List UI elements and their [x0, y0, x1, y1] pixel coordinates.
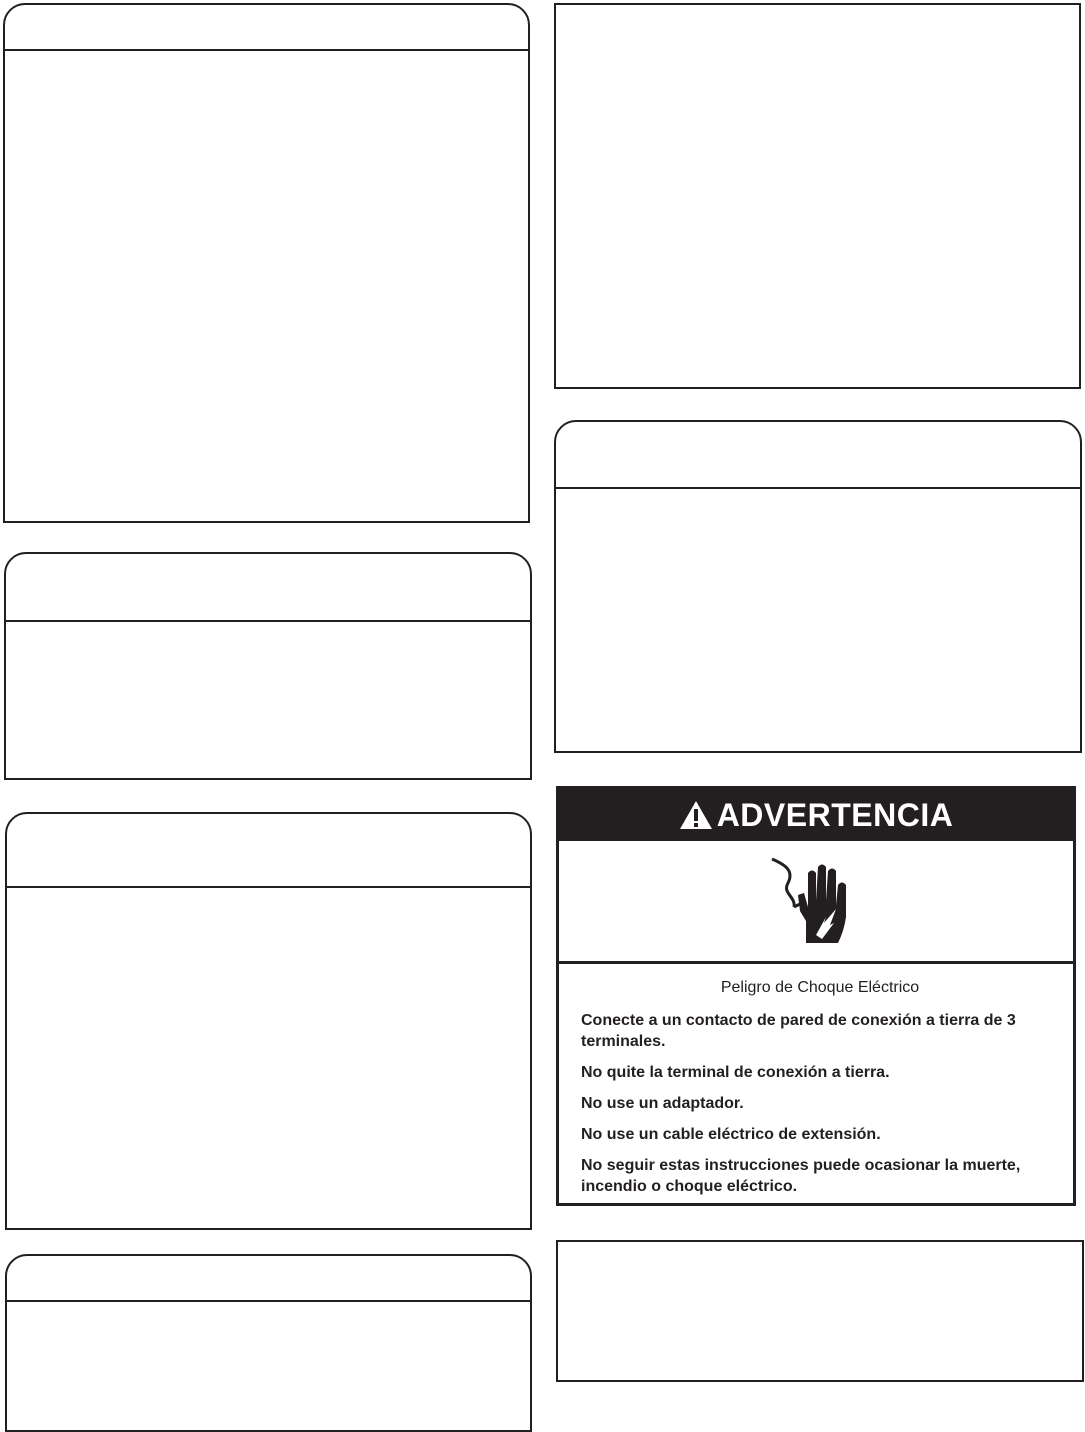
- section-header-6: [556, 422, 1080, 489]
- section-header-1: [5, 5, 528, 51]
- warning-line: No quite la terminal de conexión a tierra.: [581, 1064, 890, 1081]
- section-box-3: [5, 812, 532, 1230]
- icon-zone: [559, 841, 1073, 964]
- warning-triangle-icon: [679, 800, 713, 830]
- section-box-5: [554, 3, 1081, 389]
- section-box-4: [5, 1254, 532, 1432]
- section-header-2: [6, 554, 530, 622]
- warning-panel: [556, 786, 1076, 1206]
- section-box-1: [3, 3, 530, 523]
- warning-line: No use un adaptador.: [581, 1095, 744, 1112]
- warning-title: ADVERTENCIA: [716, 796, 954, 833]
- warning-line: Conecte a un contacto de pared de conexión a tierra de 3 terminales.: [581, 1012, 1016, 1050]
- warning-line: No seguir estas instrucciones puede ocasionar la muerte, incendio o choque eléctrico.: [581, 1157, 1021, 1195]
- section-box-6: [554, 420, 1082, 753]
- section-box-7: [556, 1240, 1084, 1382]
- warning-text: [581, 977, 1059, 1207]
- section-box-2: [4, 552, 532, 780]
- warning-banner: [559, 789, 1073, 841]
- electric-shock-hand-icon: [764, 851, 859, 946]
- warning-line: No use un cable eléctrico de extensión.: [581, 1126, 881, 1143]
- section-header-4: [7, 1256, 530, 1302]
- section-header-3: [7, 814, 530, 888]
- warning-subtitle: Peligro de Choque Eléctrico: [720, 979, 920, 996]
